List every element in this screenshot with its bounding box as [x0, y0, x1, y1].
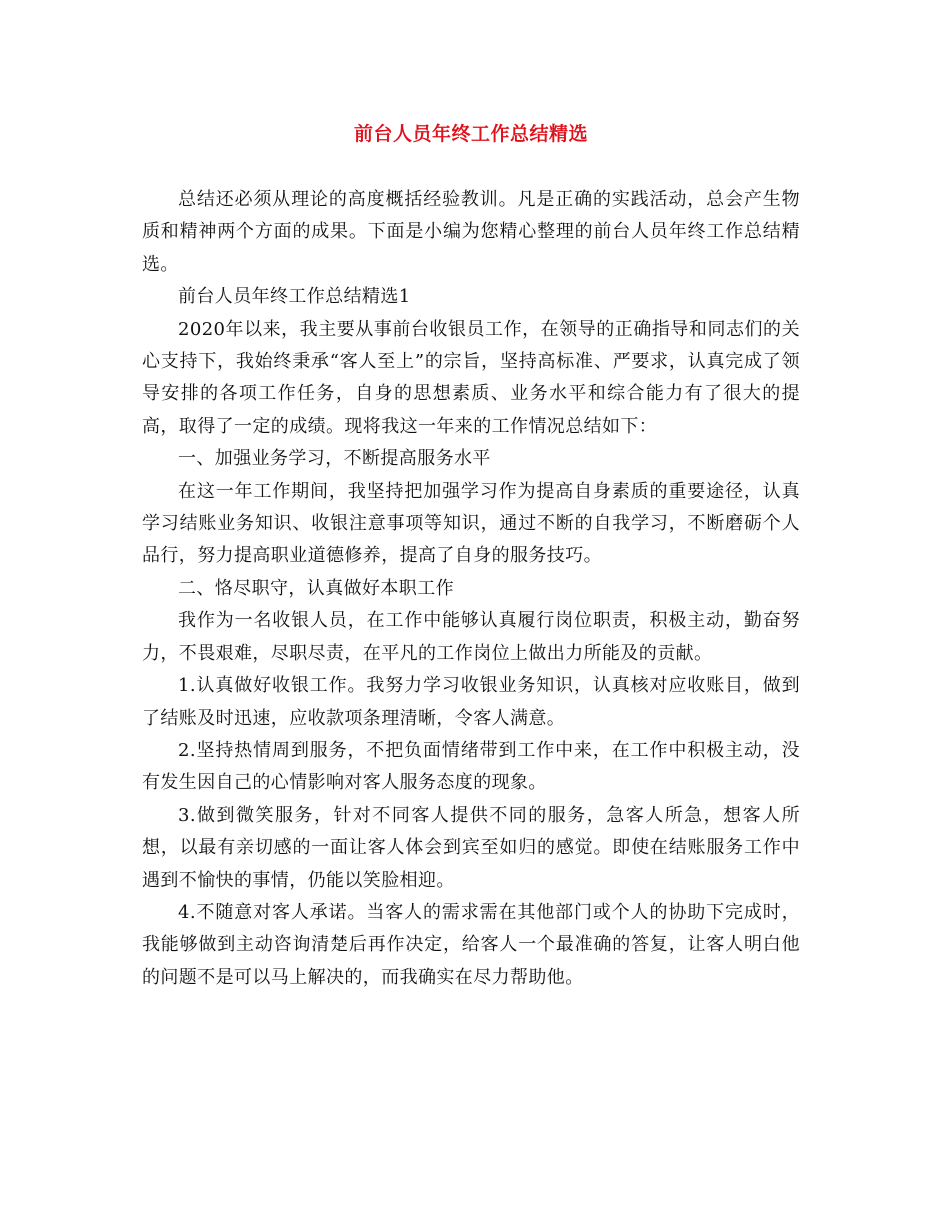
paragraph-section-heading: 前台人员年终工作总结精选1	[178, 286, 411, 308]
document-title: 前台人员年终工作总结精选	[353, 123, 588, 145]
paragraph-item-4: 4.不随意对客人承诺。当客人的需求需在其他部门或个人的协助下完成时，我能够做到主动咨询清楚后再作决定，给客人一个最准确的答复，让客人明白他的问题不是可以马上解决的，而我确实在尽力帮助他。	[142, 901, 800, 988]
paragraph-item-1: 1.认真做好收银工作。我努力学习收银业务知识，认真核对应收账目，做到了结账及时迅速，应收款项条理清晰，令客人满意。	[142, 675, 800, 729]
paragraph-heading-one: 一、加强业务学习，不断提高服务水平	[178, 448, 491, 470]
paragraph-study: 在这一年工作期间，我坚持把加强学习作为提高自身素质的重要途径，认真学习结账业务知识、收银注意事项等知识，通过不断的自我学习，不断磨砺个人品行，努力提高职业道德修养，提高了自身的服务技巧。	[142, 480, 800, 567]
paragraph-item-3: 3.做到微笑服务，针对不同客人提供不同的服务，急客人所急，想客人所想，以最有亲切感的一面让客人体会到宾至如归的感觉。即使在结账服务工作中遇到不愉快的事情，仍能以笑脸相迎。	[142, 804, 800, 891]
paragraph-heading-two: 二、恪尽职守，认真做好本职工作	[178, 577, 454, 599]
paragraph-overview: 2020年以来，我主要从事前台收银员工作，在领导的正确指导和同志们的关心支持下，我始终秉承“客人至上”的宗旨，坚持高标准、严要求，认真完成了领导安排的各项工作任务，自身的思想素质、业务水平和综合能力有了很大的提高，取得了一定的成绩。现将我这一年来的工作情况总结如下：	[142, 318, 800, 437]
paragraph-item-2: 2.坚持热情周到服务，不把负面情绪带到工作中来，在工作中积极主动，没有发生因自己的心情影响对客人服务态度的现象。	[142, 739, 800, 794]
paragraph-intro: 总结还必须从理论的高度概括经验教训。凡是正确的实践活动，总会产生物质和精神两个方面的成果。下面是小编为您精心整理的前台人员年终工作总结精选。	[142, 189, 800, 275]
paragraph-duties: 我作为一名收银人员，在工作中能够认真履行岗位职责，积极主动，勤奋努力，不畏艰难，尽职尽责，在平凡的工作岗位上做出力所能及的贡献。	[142, 610, 800, 664]
document-body	[142, 184, 800, 994]
